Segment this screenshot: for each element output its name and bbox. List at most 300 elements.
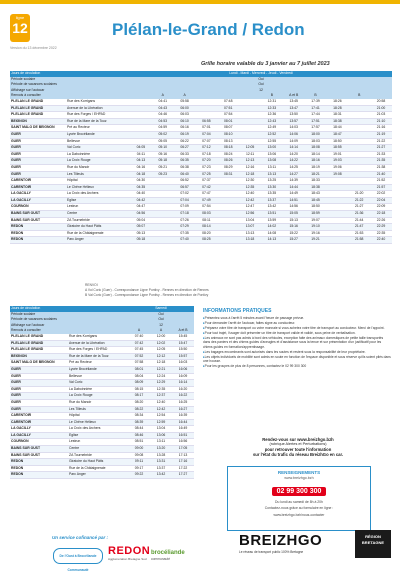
- time-cell: [217, 197, 239, 204]
- time-cell: 12:18: [239, 171, 261, 178]
- time-cell: 18:47: [326, 131, 348, 138]
- time-cell: 15:45: [172, 334, 194, 340]
- time-cell: 13:04: [239, 217, 261, 224]
- time-cell: 12:30: [239, 178, 261, 185]
- validity-subtitle: Grille horaire valable du 3 janvier au 7 juillet 2023: [201, 61, 330, 67]
- town-cell: SAINT MALO DE BEIGNON: [10, 360, 68, 367]
- time-cell: 12:59: [150, 419, 172, 426]
- header-label: Jours de circulation: [10, 306, 128, 312]
- time-cell: 07:04: [195, 131, 217, 138]
- table-row: [10, 380, 194, 387]
- time-cell: 06:27: [174, 145, 196, 152]
- renseignements-url[interactable]: www.breizhgo.bzh/nous-contacter: [273, 512, 325, 517]
- header-value: Oui: [128, 312, 194, 318]
- time-cell: 05:04: [130, 217, 152, 224]
- table-row: [10, 171, 392, 178]
- time-cell: 07:18: [174, 211, 196, 218]
- time-cell: 19:03: [326, 158, 348, 165]
- time-cell: 07:29: [174, 224, 196, 231]
- town-cell: GUER: [10, 393, 68, 400]
- time-cell: [348, 158, 370, 165]
- time-cell: 13:18: [239, 237, 261, 244]
- time-cell: 16:20: [172, 386, 194, 393]
- time-cell: 14:25: [283, 164, 305, 171]
- town-cell: REDON: [10, 465, 68, 472]
- time-cell: 04:53: [152, 118, 174, 125]
- time-cell: 18:28: [326, 105, 348, 112]
- table-row: [10, 353, 194, 360]
- time-cell: 13:11: [261, 164, 283, 171]
- time-cell: 18:59: [305, 211, 327, 218]
- time-cell: 21:03: [370, 112, 392, 119]
- legend-item-a: A Vol Coric (Guer) - Correspondance Ligne Pontivy - Rennes en direction de Rennes: [85, 288, 209, 292]
- header-label: Période de vacances scolaires: [10, 317, 128, 323]
- time-cell: 16:44: [172, 419, 194, 426]
- time-cell: [152, 191, 174, 198]
- renseignements-site[interactable]: www.breizhgo.bzh: [284, 476, 314, 480]
- time-cell: 12:55: [261, 138, 283, 145]
- time-cell: 19:07: [305, 217, 327, 224]
- header-label: Affichage sur l'autocar: [10, 323, 128, 329]
- info-item: ▸ Pour les groupes de plus de 8 personnes, contactez le 02 99 300 300: [203, 364, 391, 368]
- time-cell: 12:33: [261, 105, 283, 112]
- time-cell: 12:12: [150, 353, 172, 360]
- time-cell: [130, 125, 152, 132]
- time-cell: 21:44: [348, 217, 370, 224]
- time-cell: 21:20: [348, 191, 370, 198]
- table-row: [10, 151, 392, 158]
- time-cell: 21:22: [348, 197, 370, 204]
- town-cell: GUER: [10, 145, 66, 152]
- stop-cell: Les Tilleuls: [68, 406, 128, 413]
- stop-cell: Bellevue: [68, 373, 128, 380]
- time-cell: 18:38: [305, 184, 327, 191]
- time-cell: 14:03: [283, 125, 305, 132]
- time-cell: 16:09: [172, 373, 194, 380]
- time-cell: 07:37: [195, 178, 217, 185]
- time-cell: 15:16: [283, 224, 305, 231]
- line-number: 12: [12, 20, 28, 36]
- time-cell: 07:54: [217, 112, 239, 119]
- town-cell: CARENTOIR: [10, 178, 66, 185]
- time-cell: [152, 230, 174, 237]
- time-cell: 21:58: [348, 237, 370, 244]
- time-cell: 16:03: [172, 360, 194, 367]
- table-row: [10, 178, 392, 185]
- time-cell: 05:02: [152, 131, 174, 138]
- town-cell: GUER: [10, 158, 66, 165]
- time-cell: 12:40: [150, 399, 172, 406]
- time-cell: 13:59: [261, 217, 283, 224]
- time-cell: 08:24: [217, 151, 239, 158]
- time-cell: 17:44: [305, 112, 327, 119]
- time-cell: 12:24: [150, 373, 172, 380]
- time-cell: 06:33: [174, 151, 196, 158]
- time-cell: 14:39: [283, 178, 305, 185]
- table-row: [10, 360, 194, 367]
- town-cell: BEIGNON: [10, 118, 66, 125]
- time-cell: [152, 217, 174, 224]
- table-row: [10, 399, 194, 406]
- time-cell: [217, 211, 239, 218]
- stop-cell: Lycée Brocéliande: [66, 131, 130, 138]
- broceliande-logo-sub: communauté: [151, 557, 171, 561]
- time-cell: 20:58: [370, 99, 392, 105]
- time-cell: 05:13: [130, 230, 152, 237]
- time-cell: 14:13: [261, 237, 283, 244]
- time-cell: 22:26: [370, 217, 392, 224]
- time-cell: [152, 211, 174, 218]
- header-value: 12: [130, 88, 392, 94]
- info-item: ▸ Préparez votre titre de transport ou votre monnaie si vous achetez votre titre de transport au conducteur. Merci de l'appoint.: [203, 326, 391, 330]
- line-badge: [10, 14, 30, 42]
- stop-cell: Centre: [68, 446, 128, 453]
- time-cell: 21:57: [370, 184, 392, 191]
- time-cell: 04:18: [130, 171, 152, 178]
- time-cell: [326, 224, 348, 231]
- time-cell: 04:35: [130, 184, 152, 191]
- phone-number[interactable]: 02 99 300 300: [272, 487, 327, 496]
- time-cell: [217, 178, 239, 185]
- weekday-timetable: [10, 71, 392, 244]
- time-cell: 06:40: [174, 171, 196, 178]
- time-cell: 07:47: [195, 191, 217, 198]
- time-cell: 13:51: [261, 211, 283, 218]
- town-cell: REDON: [10, 237, 66, 244]
- time-cell: [348, 138, 370, 145]
- time-cell: [217, 230, 239, 237]
- header-label: Période scolaire: [10, 312, 128, 318]
- stop-cell: Pré au Recteur: [66, 125, 130, 132]
- time-cell: [130, 105, 152, 112]
- renvoi-cell: A: [128, 328, 150, 334]
- time-cell: 15:22: [283, 230, 305, 237]
- info-item: ▸ Les bagages encombrants sont autorisés dans les soutes et restent sous la responsabilité de leur propriétaire.: [203, 350, 391, 354]
- time-cell: 08:25: [195, 237, 217, 244]
- time-cell: 08:11: [195, 217, 217, 224]
- time-cell: 18:26: [326, 99, 348, 105]
- town-cell: CARENTOIR: [10, 419, 68, 426]
- time-cell: 17:57: [305, 125, 327, 132]
- time-cell: 06:38: [174, 164, 196, 171]
- time-cell: 08:01: [128, 366, 150, 373]
- stop-cell: Rue de la Châtaigneraie: [66, 230, 130, 237]
- town-cell: SAINT MALO DE BEIGNON: [10, 125, 66, 132]
- time-cell: 18:50: [305, 204, 327, 211]
- time-cell: [152, 178, 174, 185]
- time-cell: 17:16: [172, 459, 194, 466]
- time-cell: 19:01: [326, 151, 348, 158]
- stop-cell: Les Tilleuls: [66, 171, 130, 178]
- table-row: [10, 452, 194, 459]
- time-cell: 12:35: [239, 184, 261, 191]
- time-cell: 21:53: [348, 230, 370, 237]
- time-cell: 12:56: [239, 211, 261, 218]
- time-cell: 16:06: [172, 366, 194, 373]
- stop-cell: Lestrun: [68, 439, 128, 446]
- time-cell: [239, 118, 261, 125]
- time-cell: 16:14: [172, 380, 194, 387]
- time-cell: 16:25: [172, 399, 194, 406]
- time-cell: 08:46: [128, 432, 150, 439]
- time-cell: 04:43: [152, 105, 174, 112]
- table-row: [10, 413, 194, 420]
- stop-cell: Rue de la Mare de la Touz: [66, 118, 130, 125]
- time-cell: 17:51: [305, 118, 327, 125]
- time-cell: 09:11: [128, 459, 150, 466]
- header-value: Oui: [130, 77, 392, 83]
- stop-cell: Le Chêne Hélieux: [66, 184, 130, 191]
- town-cell: PLELAN LE GRAND: [10, 347, 68, 354]
- time-cell: [152, 197, 174, 204]
- stop-cell: Rue du Manoir: [68, 399, 128, 406]
- time-cell: 12:36: [261, 112, 283, 119]
- time-cell: [217, 191, 239, 198]
- time-cell: 04:16: [130, 164, 152, 171]
- town-cell: BAINS SUR OUST: [10, 211, 66, 218]
- time-cell: 19:10: [305, 224, 327, 231]
- time-cell: 07:09: [174, 204, 196, 211]
- header-label: Affichage sur l'autocar: [10, 88, 130, 94]
- time-cell: 22:04: [370, 197, 392, 204]
- time-cell: 08:31: [217, 171, 239, 178]
- time-cell: 12:16: [239, 164, 261, 171]
- time-cell: 06:22: [174, 138, 196, 145]
- time-cell: 13:50: [283, 112, 305, 119]
- time-cell: [152, 224, 174, 231]
- time-cell: 07:54: [195, 204, 217, 211]
- time-cell: 05:18: [130, 237, 152, 244]
- redon-logo: REDON: [108, 545, 151, 557]
- time-cell: 13:42: [150, 472, 172, 479]
- time-cell: 19:21: [305, 237, 327, 244]
- vallons-logo: De l'Oust à Brocéliande Communauté: [53, 548, 103, 564]
- renvoi-cell: A et B: [283, 93, 305, 99]
- time-cell: 13:06: [150, 432, 172, 439]
- time-cell: 08:34: [128, 413, 150, 420]
- renseignements-contact: Contactez-nous grâce au formulaire en ligne :: [264, 506, 334, 511]
- time-cell: 18:50: [326, 138, 348, 145]
- time-cell: [239, 105, 261, 112]
- time-cell: 12:49: [261, 125, 283, 132]
- town-cell: GUER: [10, 131, 66, 138]
- stop-cell: Giratoire du Haut Pâtis: [66, 224, 130, 231]
- time-cell: 12:43: [261, 118, 283, 125]
- time-cell: 18:44: [326, 125, 348, 132]
- time-cell: 08:13: [217, 138, 239, 145]
- time-cell: 07:51: [217, 105, 239, 112]
- header-value: Oui: [128, 317, 194, 323]
- time-cell: 13:31: [150, 459, 172, 466]
- time-cell: 13:13: [239, 230, 261, 237]
- town-cell: GUER: [10, 151, 66, 158]
- time-cell: 07:25: [195, 171, 217, 178]
- info-item: ▸ Présentez-vous à l'arrêt 5 minutes avant l'heure de passage prévue.: [203, 316, 391, 320]
- town-cell: BAINS SUR OUST: [10, 446, 68, 453]
- time-cell: 16:22: [172, 393, 194, 400]
- time-cell: 13:47: [283, 105, 305, 112]
- promo-line-1[interactable]: Rendez-vous sur www.breizhgo.bzh: [262, 437, 334, 442]
- table-row: [10, 230, 392, 237]
- time-cell: [348, 112, 370, 119]
- time-cell: 21:52: [370, 178, 392, 185]
- stop-cell: Rue des Forges / EHPAD: [68, 347, 128, 354]
- table-row: [10, 164, 392, 171]
- table-row: [10, 340, 194, 347]
- time-cell: 09:17: [128, 465, 150, 472]
- renvoi-cell: A: [174, 93, 196, 99]
- time-cell: 06:52: [174, 178, 196, 185]
- time-cell: 05:18: [152, 158, 174, 165]
- time-cell: 12:35: [150, 386, 172, 393]
- time-cell: 07:20: [195, 158, 217, 165]
- time-cell: 07:12: [195, 145, 217, 152]
- time-cell: 19:08: [326, 171, 348, 178]
- table-row: [10, 191, 392, 198]
- time-cell: [130, 138, 152, 145]
- time-cell: [130, 118, 152, 125]
- time-cell: 18:19: [305, 164, 327, 171]
- time-cell: 13:04: [150, 426, 172, 433]
- time-cell: [239, 138, 261, 145]
- time-cell: 08:51: [128, 439, 150, 446]
- table-row: [10, 224, 392, 231]
- time-cell: 12:37: [150, 393, 172, 400]
- table-row: [10, 158, 392, 165]
- time-cell: 12:02: [150, 340, 172, 347]
- table-row: [10, 237, 392, 244]
- breizhgo-logo: BREIZHGO: [239, 532, 323, 549]
- renvois-label: Renvois à consulter: [10, 93, 130, 99]
- time-cell: 14:27: [283, 171, 305, 178]
- redon-logo-sub: Agglomération Bretagne Sud: [108, 557, 147, 561]
- time-cell: 21:00: [370, 105, 392, 112]
- time-cell: [195, 112, 217, 119]
- stop-cell: Avenue de la Libération: [66, 105, 130, 112]
- renvoi-cell: A et B: [172, 328, 194, 334]
- time-cell: 12:40: [239, 191, 261, 198]
- town-cell: GUER: [10, 366, 68, 373]
- version-note: Version du 13 décembre 2022: [10, 46, 57, 50]
- time-cell: 08:44: [128, 426, 150, 433]
- stop-cell: La Croix des Archers: [68, 426, 128, 433]
- town-cell: GUER: [10, 171, 66, 178]
- time-cell: 07:02: [174, 191, 196, 198]
- time-cell: 08:20: [128, 399, 150, 406]
- legend-item-b: B Val Coric (Guer) - Correspondance Ligne Pontivy - Rennes en direction de Pontivy: [85, 293, 209, 297]
- promo-line-2: (rubrique Alertes et Perturbations): [269, 442, 327, 446]
- time-cell: 14:56: [283, 204, 305, 211]
- time-cell: [326, 178, 348, 185]
- time-cell: 18:08: [305, 145, 327, 152]
- time-cell: 22:29: [370, 224, 392, 231]
- town-cell: GUER: [10, 380, 68, 387]
- time-cell: 04:56: [130, 211, 152, 218]
- time-cell: 06:19: [174, 131, 196, 138]
- time-cell: 22:40: [370, 237, 392, 244]
- time-cell: 06:35: [174, 158, 196, 165]
- time-cell: 17:27: [172, 472, 194, 479]
- stop-cell: ZA Tournebride: [66, 217, 130, 224]
- time-cell: 04:47: [130, 204, 152, 211]
- renseignements-hours: Du lundi au samedi de 8h à 20h: [275, 500, 323, 504]
- town-cell: BAINS SUR OUST: [10, 452, 68, 459]
- table-row: [10, 211, 392, 218]
- time-cell: 18:38: [326, 118, 348, 125]
- time-cell: [326, 230, 348, 237]
- time-cell: 14:14: [283, 145, 305, 152]
- time-cell: 14:44: [283, 184, 305, 191]
- time-cell: 21:36: [348, 211, 370, 218]
- time-cell: 07:49: [195, 197, 217, 204]
- time-cell: 16:39: [172, 413, 194, 420]
- time-cell: 09:08: [128, 452, 150, 459]
- time-cell: 05:16: [152, 151, 174, 158]
- time-cell: 13:28: [150, 452, 172, 459]
- time-cell: 14:49: [283, 191, 305, 198]
- time-cell: 13:42: [261, 204, 283, 211]
- time-cell: 07:04: [174, 197, 196, 204]
- time-cell: 04:42: [130, 197, 152, 204]
- time-cell: 08:26: [217, 158, 239, 165]
- time-cell: [195, 105, 217, 112]
- time-cell: [152, 237, 174, 244]
- stop-cell: La Croix des Archers: [66, 191, 130, 198]
- header-label: Période de vacances scolaires: [10, 82, 130, 88]
- time-cell: 15:05: [283, 211, 305, 218]
- table-row: [10, 347, 194, 354]
- town-cell: PLELAN LE GRAND: [10, 105, 66, 112]
- time-cell: 05:21: [152, 164, 174, 171]
- table-row: [10, 197, 392, 204]
- town-cell: LA GACILLY: [10, 426, 68, 433]
- time-cell: 13:30: [261, 184, 283, 191]
- time-cell: 09:00: [128, 446, 150, 453]
- header-value: Samedi: [128, 306, 194, 312]
- town-cell: GUER: [10, 399, 68, 406]
- time-cell: 06:00: [174, 105, 196, 112]
- time-cell: 08:14: [195, 224, 217, 231]
- header-value: Lundi - Mardi - Mercredi - Jeudi - Vendredi: [130, 71, 392, 77]
- time-cell: 04:40: [130, 191, 152, 198]
- time-cell: 22:02: [370, 191, 392, 198]
- town-cell: GUER: [10, 373, 68, 380]
- time-cell: 21:38: [370, 164, 392, 171]
- line-label: ligne: [15, 15, 25, 20]
- time-cell: [348, 184, 370, 191]
- time-cell: 13:13: [261, 171, 283, 178]
- time-cell: 06:55: [195, 118, 217, 125]
- stop-cell: Val Coric: [66, 145, 130, 152]
- time-cell: 07:48: [217, 99, 239, 105]
- time-cell: 21:16: [370, 125, 392, 132]
- header-value: Oui: [130, 82, 392, 88]
- table-row: [10, 105, 392, 112]
- time-cell: 17:05: [172, 446, 194, 453]
- cofinance-label: Un service cofinancé par :: [52, 535, 109, 540]
- time-cell: 13:35: [261, 191, 283, 198]
- time-cell: 05:58: [174, 99, 196, 105]
- time-cell: 13:08: [261, 158, 283, 165]
- stop-cell: Rue des Korrigans: [68, 334, 128, 340]
- time-cell: 07:07: [195, 138, 217, 145]
- stop-cell: Parc Anger: [68, 472, 128, 479]
- time-cell: 07:18: [195, 151, 217, 158]
- table-row: [10, 138, 392, 145]
- time-cell: [217, 237, 239, 244]
- time-cell: 07:40: [174, 237, 196, 244]
- time-cell: 16:49: [172, 426, 194, 433]
